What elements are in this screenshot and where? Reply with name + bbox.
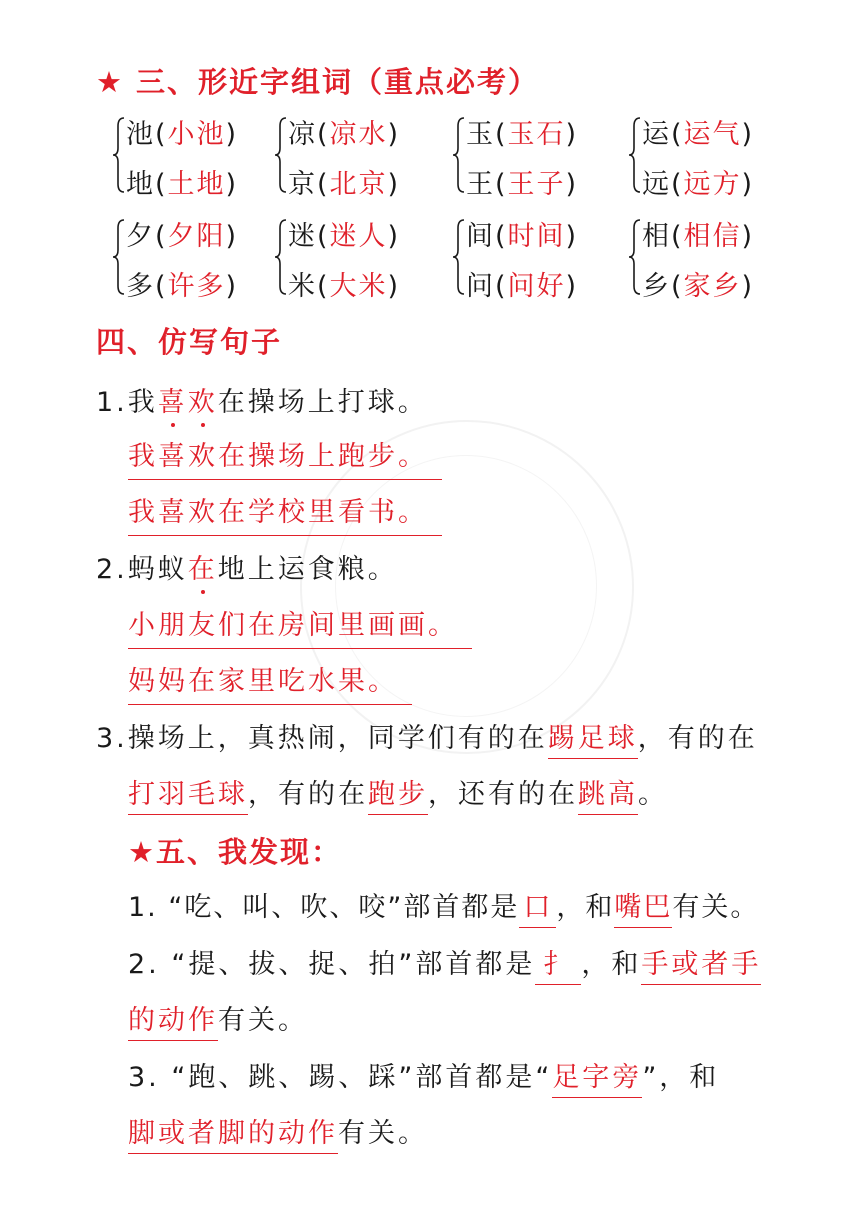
paren-open: ( [671, 221, 684, 252]
f3-answer-1: 足字旁 [552, 1062, 642, 1098]
q3-text-1: 操场上，真热闹，同学们有的在 [127, 723, 548, 754]
finding-1 [128, 885, 759, 924]
q3-text-3: ，有的在 [248, 779, 368, 810]
word-answer: 许多 [167, 271, 226, 302]
paren-close: ) [225, 169, 239, 200]
word-answer: 相信 [683, 221, 742, 252]
paren-open: ( [155, 221, 168, 252]
paren-open: ( [671, 271, 684, 302]
q3-answer-4: 跳高 [578, 779, 638, 815]
f2-answer-2b: 的动作 [128, 1005, 218, 1041]
char-pair [288, 112, 400, 151]
q2-keyword: 在 [187, 554, 218, 585]
char-pair [288, 214, 400, 253]
base-char: 运 [642, 119, 671, 150]
base-char: 多 [126, 271, 155, 302]
word-answer: 夕阳 [167, 221, 226, 252]
paren-close: ) [565, 271, 579, 302]
paren-open: ( [495, 119, 508, 150]
brace-icon [628, 116, 642, 194]
char-pair [288, 264, 400, 303]
char-pair [126, 214, 238, 253]
word-answer: 家乡 [683, 271, 742, 302]
q3-text-4: ，还有的在 [428, 779, 578, 810]
base-char: 间 [466, 221, 495, 252]
char-pair [466, 162, 578, 201]
base-char: 相 [642, 221, 671, 252]
char-pair [126, 264, 238, 303]
base-char: 远 [642, 169, 671, 200]
base-char: 乡 [642, 271, 671, 302]
paren-open: ( [317, 169, 330, 200]
word-answer: 王子 [507, 169, 566, 200]
finding-2-line-2 [128, 998, 308, 1037]
f2-answer-2a: 手或者手 [641, 949, 761, 985]
finding-2-line-1 [128, 942, 761, 981]
q1-number: 1. [96, 387, 128, 418]
paren-open: ( [495, 271, 508, 302]
f3-pre: 3. “跑、跳、踢、踩”部首都是“ [128, 1062, 553, 1093]
paren-close: ) [387, 169, 401, 200]
word-answer: 玉石 [507, 119, 566, 150]
f2-post: 有关。 [218, 1005, 308, 1036]
q2-answer-1: 小朋友们在房间里画画。 [128, 603, 472, 649]
word-answer: 北京 [329, 169, 388, 200]
base-char: 凉 [288, 119, 317, 150]
q2-post: 地上运食粮。 [217, 554, 398, 585]
q1-sentence [96, 380, 428, 419]
q3-line-1 [96, 716, 758, 755]
f3-mid: ”，和 [642, 1062, 720, 1093]
section3-heading [96, 60, 539, 101]
paren-open: ( [671, 119, 684, 150]
q3-answer-1: 踢足球 [548, 723, 638, 759]
word-answer: 时间 [507, 221, 566, 252]
f1-answer-1: 口 [519, 892, 556, 928]
paren-close: ) [225, 271, 239, 302]
paren-close: ) [741, 221, 755, 252]
word-answer: 小池 [167, 119, 226, 150]
char-pair [642, 162, 754, 201]
paren-open: ( [495, 169, 508, 200]
paren-open: ( [155, 119, 168, 150]
f3-answer-2: 脚或者脚的动作 [128, 1118, 338, 1154]
q2-answer-2-wrap [128, 659, 412, 705]
char-pair [642, 214, 754, 253]
brace-icon [628, 218, 642, 296]
section5-title: 五、我发现： [156, 835, 343, 869]
q1-answer-1-wrap [128, 434, 442, 480]
f1-pre: 1. “吃、叫、吹、咬”部首都是 [128, 892, 520, 923]
q2-answer-1-wrap [128, 603, 472, 649]
char-pair [466, 112, 578, 151]
char-pair [466, 214, 578, 253]
paren-close: ) [225, 221, 239, 252]
paren-close: ) [741, 169, 755, 200]
paren-close: ) [225, 119, 239, 150]
section5-heading [128, 830, 342, 871]
base-char: 池 [126, 119, 155, 150]
f3-post: 有关。 [338, 1118, 428, 1149]
base-char: 玉 [466, 119, 495, 150]
paren-open: ( [317, 119, 330, 150]
finding-3-line-2 [128, 1111, 428, 1150]
star-icon: ★ [128, 835, 156, 869]
paren-open: ( [317, 221, 330, 252]
char-pair [288, 162, 400, 201]
q2-pre: 蚂蚁 [127, 554, 188, 585]
q1-answer-1: 我喜欢在操场上跑步。 [128, 434, 442, 480]
base-char: 夕 [126, 221, 155, 252]
brace-icon [112, 218, 126, 296]
paren-open: ( [671, 169, 684, 200]
paren-close: ) [565, 119, 579, 150]
q3-answer-2: 打羽毛球 [128, 779, 248, 815]
paren-close: ) [741, 119, 755, 150]
base-char: 米 [288, 271, 317, 302]
finding-3-line-1 [128, 1055, 719, 1094]
f1-post: 有关。 [672, 892, 760, 923]
q3-text-5: 。 [638, 779, 668, 810]
q2-answer-2: 妈妈在家里吃水果。 [128, 659, 412, 705]
brace-icon [452, 218, 466, 296]
paren-close: ) [387, 221, 401, 252]
q2-number: 2. [96, 554, 128, 585]
base-char: 京 [288, 169, 317, 200]
char-pair [126, 162, 238, 201]
q3-answer-3: 跑步 [368, 779, 428, 815]
base-char: 地 [126, 169, 155, 200]
q2-sentence [96, 547, 398, 586]
q1-post: 在操场上打球。 [217, 387, 428, 418]
char-pair [642, 264, 754, 303]
section4-title: 四、仿写句子 [96, 325, 283, 359]
base-char: 迷 [288, 221, 317, 252]
section3-title: 三、形近字组词（重点必考） [136, 65, 540, 99]
paren-open: ( [495, 221, 508, 252]
word-answer: 凉水 [329, 119, 388, 150]
base-char: 王 [466, 169, 495, 200]
f1-answer-2: 嘴巴 [614, 892, 672, 928]
q1-keyword-2: 欢 [187, 387, 218, 418]
paren-close: ) [565, 169, 579, 200]
q1-keyword-1: 喜 [157, 387, 188, 418]
word-answer: 远方 [683, 169, 742, 200]
char-pair [642, 112, 754, 151]
word-answer: 大米 [329, 271, 388, 302]
paren-close: ) [565, 221, 579, 252]
q1-answer-2-wrap [128, 490, 442, 536]
paren-close: ) [387, 119, 401, 150]
f2-mid: ，和 [581, 949, 642, 980]
brace-icon [452, 116, 466, 194]
paren-open: ( [155, 271, 168, 302]
q1-answer-2: 我喜欢在学校里看书。 [128, 490, 442, 536]
word-answer: 运气 [683, 119, 742, 150]
brace-icon [112, 116, 126, 194]
q1-pre: 我 [127, 387, 158, 418]
f2-pre: 2. “提、拔、捉、拍”部首都是 [128, 949, 536, 980]
q3-number: 3. [96, 723, 128, 754]
brace-icon [274, 218, 288, 296]
star-icon: ★ [96, 65, 124, 99]
paren-close: ) [741, 271, 755, 302]
base-char: 问 [466, 271, 495, 302]
q3-line-2 [128, 772, 668, 811]
word-answer: 迷人 [329, 221, 388, 252]
word-answer: 问好 [507, 271, 566, 302]
paren-close: ) [387, 271, 401, 302]
f2-answer-1: 扌 [535, 949, 581, 985]
paren-open: ( [155, 169, 168, 200]
f1-mid: ，和 [556, 892, 615, 923]
char-pair [126, 112, 238, 151]
word-answer: 土地 [167, 169, 226, 200]
brace-icon [274, 116, 288, 194]
q3-text-2: ，有的在 [637, 723, 758, 754]
paren-open: ( [317, 271, 330, 302]
char-pair [466, 264, 578, 303]
